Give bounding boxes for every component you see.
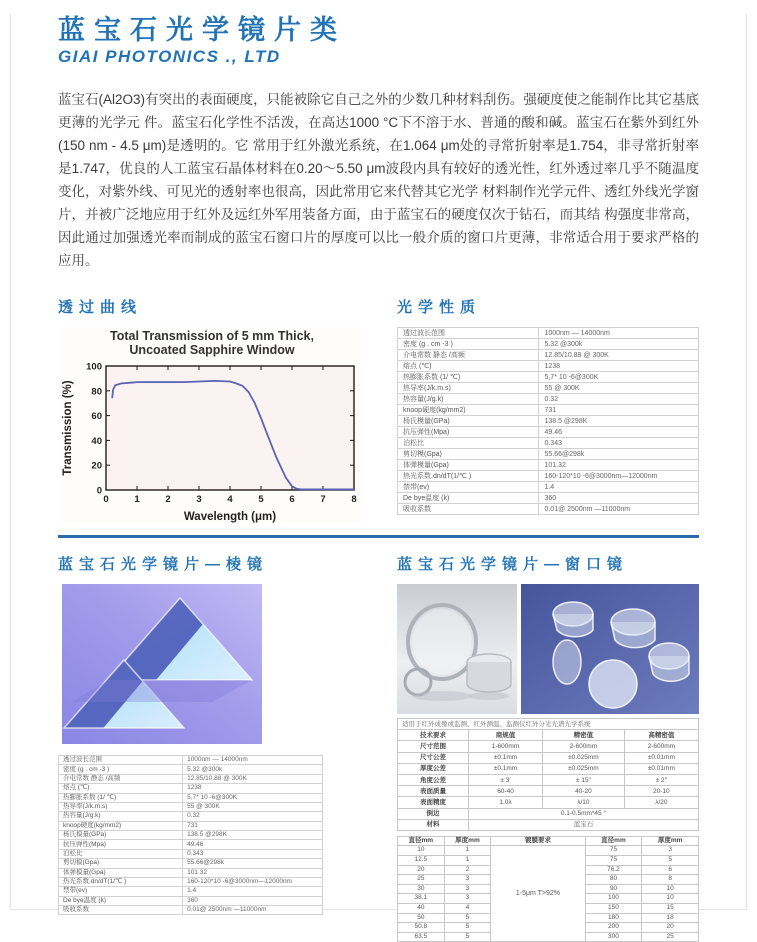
svg-text:3: 3 [196, 494, 202, 505]
spec-label: 尺寸范围 [398, 741, 469, 752]
property-label: 介电常数 静态 /高频 [59, 774, 183, 783]
diameter-value: 100 [585, 894, 642, 904]
property-label: 介电常数 静态 /高频 [398, 350, 539, 361]
property-label: 熔点 (℃) [398, 361, 539, 372]
diameter-value: 25 [398, 875, 445, 885]
window-caption: 适用于红外成像或监测、红外测温、监测仪红外分光光谱光学系统 [398, 719, 699, 730]
spec-label: 材料 [398, 819, 469, 830]
diameter-value: 50 [398, 913, 445, 923]
table-row [398, 339, 699, 350]
coating-requirement: 1-5μm T>92% [491, 846, 585, 942]
table-row [398, 350, 699, 361]
property-value: 0.01@ 2500nm —11000nm [183, 906, 323, 915]
property-label: 吸收系数 [59, 906, 183, 915]
property-label: 体弹模量(Gpa) [398, 460, 539, 471]
property-value: 5,7* 10 -6@300K [183, 793, 323, 802]
column-header: 直径mm [585, 836, 642, 846]
table-row [398, 449, 699, 460]
property-value: 138.5 @298K [539, 416, 699, 427]
thickness-value: 5 [444, 913, 491, 923]
property-value: 12.85/10.88 @ 300K [183, 774, 323, 783]
table-row [59, 756, 323, 765]
prism-properties-table [58, 755, 323, 915]
spec-label: 尺寸公差 [398, 752, 469, 763]
property-value: 1.4 [539, 482, 699, 493]
diameter-value: 76.2 [585, 865, 642, 875]
property-value: 0.343 [183, 849, 323, 858]
property-value: 731 [183, 821, 323, 830]
property-value: 731 [539, 405, 699, 416]
table-row [398, 471, 699, 482]
spec-label: 表面质量 [398, 786, 469, 797]
property-label: 抗压弹性(Mpa) [398, 427, 539, 438]
svg-text:0: 0 [96, 485, 102, 497]
table-row [398, 741, 699, 752]
spec-value: 1-600mm [468, 741, 542, 752]
thickness-value: 25 [642, 932, 699, 942]
property-value: 360 [539, 493, 699, 504]
page-title: 蓝宝石光学镜片类 [58, 15, 346, 45]
property-value: 49.46 [183, 840, 323, 849]
window-size-table [397, 836, 699, 942]
diameter-value: 90 [585, 884, 642, 894]
table-row [398, 361, 699, 372]
thickness-value: 3 [444, 894, 491, 904]
chart-title: Total Transmission of 5 mm Thick, Uncoated Sapphire Window [110, 329, 314, 357]
property-value: 0.01@ 2500nm —11000nm [539, 504, 699, 515]
table-row [398, 383, 699, 394]
spec-value: 蓝宝石 [468, 819, 698, 830]
company-name: GIAI PHOTONICS ., LTD [58, 47, 281, 66]
column-header: 直径mm [398, 836, 445, 846]
transmission-chart-plot [61, 360, 363, 523]
property-value: 1000nm — 14000nm [183, 756, 323, 765]
column-header: 高精密值 [624, 730, 698, 741]
spec-value: 1.0λ [468, 797, 542, 808]
property-value: 160-120*10 -6@3000nm—12000nm [539, 471, 699, 482]
property-label: De bye温度 (k) [398, 493, 539, 504]
window-spec-table [397, 718, 699, 831]
spec-value: 40-20 [543, 786, 625, 797]
spec-value: λ/20 [624, 797, 698, 808]
thickness-value: 10 [642, 894, 699, 904]
table-row [59, 859, 323, 868]
spec-label: 表面精度 [398, 797, 469, 808]
property-label: 泊松比 [59, 849, 183, 858]
property-label: 热光系数.dn/dT(1/℃ ) [398, 471, 539, 482]
svg-text:6: 6 [289, 494, 295, 505]
section-title-transmission-curve: 透过曲线 [58, 299, 143, 316]
thickness-value: 5 [444, 932, 491, 942]
table-row [59, 765, 323, 774]
window-photo-gray [397, 584, 517, 714]
column-header: 商规值 [468, 730, 542, 741]
spec-value: ±0.025mm [543, 763, 625, 774]
property-value: 55 @ 300K [183, 802, 323, 811]
diameter-value: 10 [398, 846, 445, 856]
table-row [59, 821, 323, 830]
transmission-chart [61, 327, 363, 523]
optical-properties-table [397, 327, 699, 515]
thickness-value: 20 [642, 923, 699, 933]
table-row [398, 808, 699, 819]
property-value: 1238 [183, 784, 323, 793]
spec-value: 2-600mm [624, 741, 698, 752]
table-row [59, 840, 323, 849]
spec-value: ± 2″ [624, 774, 698, 785]
property-value: 138.5 @298K [183, 831, 323, 840]
table-row [398, 372, 699, 383]
spec-value: 0.1-0.5mm*45 ° [468, 808, 698, 819]
table-row [398, 438, 699, 449]
table-row [398, 405, 699, 416]
property-value: 5.32 @300k [539, 339, 699, 350]
property-value: 101.32 [539, 460, 699, 471]
diameter-value: 200 [585, 923, 642, 933]
page [10, 14, 747, 940]
table-row [59, 877, 323, 886]
table-row [59, 793, 323, 802]
property-label: knoop硬度(kg/mm2) [398, 405, 539, 416]
spec-value: 60-40 [468, 786, 542, 797]
column-header: 精密值 [543, 730, 625, 741]
property-label: 热容量(J/g.k) [398, 394, 539, 405]
diameter-value: 63.5 [398, 932, 445, 942]
property-value: 5,7* 10 -6@300K [539, 372, 699, 383]
property-value: 1238 [539, 361, 699, 372]
table-row [59, 906, 323, 915]
thickness-value: 1 [444, 846, 491, 856]
svg-text:100: 100 [86, 361, 102, 373]
table-row [398, 394, 699, 405]
table-row [59, 831, 323, 840]
table-row [398, 416, 699, 427]
table-row [59, 812, 323, 821]
table-row [59, 887, 323, 896]
diameter-value: 38.1 [398, 894, 445, 904]
table-row [398, 846, 699, 856]
spec-value: ± 15″ [543, 774, 625, 785]
thickness-value: 4 [444, 904, 491, 914]
diameter-value: 30 [398, 884, 445, 894]
property-label: 杨氏模量(GPa) [398, 416, 539, 427]
diameter-value: 12.5 [398, 856, 445, 866]
page-header [58, 14, 699, 68]
property-value: 101.32 [183, 868, 323, 877]
table-row [398, 819, 699, 830]
thickness-value: 3 [642, 846, 699, 856]
column-header: 技术要求 [398, 730, 469, 741]
property-label: 热光系数.dn/dT(1/℃ ) [59, 877, 183, 886]
table-row [398, 427, 699, 438]
diameter-value: 150 [585, 904, 642, 914]
section-title-optical-properties: 光学性质 [397, 299, 482, 316]
spec-value: ±0.01mm [624, 752, 698, 763]
thickness-value: 10 [642, 884, 699, 894]
thickness-value: 3 [444, 884, 491, 894]
diameter-value: 40 [398, 904, 445, 914]
thickness-value: 5 [642, 856, 699, 866]
spec-value: ± 3′ [468, 774, 542, 785]
table-row [59, 774, 323, 783]
diameter-value: 180 [585, 913, 642, 923]
svg-text:1: 1 [134, 494, 140, 505]
spec-label: 角度公差 [398, 774, 469, 785]
spec-value: ±0.1mm [468, 752, 542, 763]
table-row [59, 849, 323, 858]
diameter-value: 75 [585, 856, 642, 866]
property-label: 热导率(J/k.m.s) [59, 802, 183, 811]
svg-text:60: 60 [91, 411, 102, 423]
table-row [398, 763, 699, 774]
column-header: 厚度mm [642, 836, 699, 846]
property-value: 12.85/10.88 @ 300K [539, 350, 699, 361]
property-label: 熔点 (℃) [59, 784, 183, 793]
property-value: 49.46 [539, 427, 699, 438]
table-row [59, 802, 323, 811]
property-label: 热膨胀系数 (1/ ℃) [398, 372, 539, 383]
table-row [398, 504, 699, 515]
svg-text:7: 7 [320, 494, 326, 505]
diameter-value: 75 [585, 846, 642, 856]
thickness-value: 6 [642, 865, 699, 875]
property-label: 禁带(ev) [398, 482, 539, 493]
window-photos [397, 584, 699, 714]
property-label: 剪切模(Gpa) [59, 859, 183, 868]
table-row [59, 784, 323, 793]
table-row [398, 730, 699, 741]
diameter-value: 300 [585, 932, 642, 942]
property-value: 55.66@298k [539, 449, 699, 460]
svg-text:2: 2 [165, 494, 171, 505]
thickness-value: 8 [642, 875, 699, 885]
svg-text:8: 8 [351, 494, 357, 505]
property-value: 55 @ 300K [539, 383, 699, 394]
svg-text:20: 20 [91, 460, 102, 472]
table-row [398, 460, 699, 471]
property-label: 体弹模量(Gpa) [59, 868, 183, 877]
property-label: 密度 (g . cm -3 ) [59, 765, 183, 774]
property-value: 1000nm — 14000nm [539, 328, 699, 339]
property-value: 0.32 [539, 394, 699, 405]
column-header: 镀膜要求 [491, 836, 585, 846]
property-value: 0.32 [183, 812, 323, 821]
property-label: 禁带(ev) [59, 887, 183, 896]
property-label: 透过波长范围 [398, 328, 539, 339]
svg-text:5: 5 [258, 494, 264, 505]
property-value: 5.32 @300k [183, 765, 323, 774]
table-row [398, 719, 699, 730]
property-label: knoop硬度(kg/mm2) [59, 821, 183, 830]
thickness-value: 3 [444, 875, 491, 885]
property-label: De bye温度 (k) [59, 896, 183, 905]
spec-value: ±0.1mm [468, 763, 542, 774]
table-row [59, 868, 323, 877]
section-title-prism: 蓝宝石光学镜片—棱镜 [58, 556, 269, 573]
section-title-window: 蓝宝石光学镜片—窗口镜 [397, 556, 629, 573]
prism-photo [62, 584, 262, 744]
thickness-value: 2 [444, 865, 491, 875]
diameter-value: 20 [398, 865, 445, 875]
column-header: 厚度mm [444, 836, 491, 846]
diameter-value: 50.8 [398, 923, 445, 933]
property-value: 1.4 [183, 887, 323, 896]
thickness-value: 5 [444, 923, 491, 933]
property-label: 剪切模(Gpa) [398, 449, 539, 460]
table-row [398, 786, 699, 797]
svg-text:40: 40 [91, 435, 102, 447]
spec-value: 2-600mm [543, 741, 625, 752]
spec-value: ±0.01mm [624, 763, 698, 774]
property-label: 吸收系数 [398, 504, 539, 515]
spec-value: 20-10 [624, 786, 698, 797]
svg-text:Transmission (%): Transmission (%) [62, 380, 74, 476]
property-label: 泊松比 [398, 438, 539, 449]
property-label: 热膨胀系数 (1/ ℃) [59, 793, 183, 802]
property-value: 55.66@298k [183, 859, 323, 868]
property-label: 密度 (g . cm -3 ) [398, 339, 539, 350]
property-label: 透过波长范围 [59, 756, 183, 765]
spec-value: ±0.025mm [543, 752, 625, 763]
svg-text:80: 80 [91, 386, 102, 398]
section-divider [58, 535, 699, 538]
table-row [398, 836, 699, 846]
property-label: 热容量(J/g.k) [59, 812, 183, 821]
table-row [398, 752, 699, 763]
spec-label: 倒边 [398, 808, 469, 819]
table-row [59, 896, 323, 905]
table-row [398, 482, 699, 493]
property-label: 热导率(J/k.m.s) [398, 383, 539, 394]
table-row [398, 797, 699, 808]
window-photo-blue [521, 584, 699, 714]
svg-text:4: 4 [227, 494, 233, 505]
property-label: 抗压弹性(Mpa) [59, 840, 183, 849]
thickness-value: 15 [642, 904, 699, 914]
diameter-value: 80 [585, 875, 642, 885]
thickness-value: 18 [642, 913, 699, 923]
thickness-value: 1 [444, 856, 491, 866]
svg-text:0: 0 [103, 494, 109, 505]
property-value: 160-120*10 -6@3000nm—12000nm [183, 877, 323, 886]
property-value: 360 [183, 896, 323, 905]
spec-label: 厚度公差 [398, 763, 469, 774]
spec-value: λ/10 [543, 797, 625, 808]
svg-text:Wavelength (μm): Wavelength (μm) [183, 511, 277, 523]
table-row [398, 493, 699, 504]
intro-paragraph: 蓝宝石(Al2O3)有突出的表面硬度，只能被除它自己之外的少数几种材料刮伤。强硬度使之能制作比其它基底更薄的光学元 件。蓝宝石化学性不活泼，在高达1000 °C下不溶于水、普通的酸和碱。蓝宝石在紫外到红外(150 nm - 4.5 μm)是透明的。它 常用于红外激光系统，在1.064 μm处的寻常折射率是1.754，非寻常折射率是1.747，优良的人工蓝宝石晶体材料在0.20～5.50 μm波段内具有较好的透光性，红外透过率几乎不随温度变化，对紫外线、可见光的透射率也很高，因此常用它来代替其它光学 材料制作光学元件、透红外线光学窗片，并被广泛地应用于红外及远红外军用装备方面，由于蓝宝石的硬度仅次于钻石，而其结 构强度非常高，因此通过加强透光率而制成的蓝宝石窗口片的厚度可以比一般介质的窗口片更薄，非常适合用于要求严格的应用。 [58, 92, 699, 268]
table-row [398, 328, 699, 339]
property-value: 0.343 [539, 438, 699, 449]
table-row [398, 774, 699, 785]
property-label: 杨氏模量(GPa) [59, 831, 183, 840]
